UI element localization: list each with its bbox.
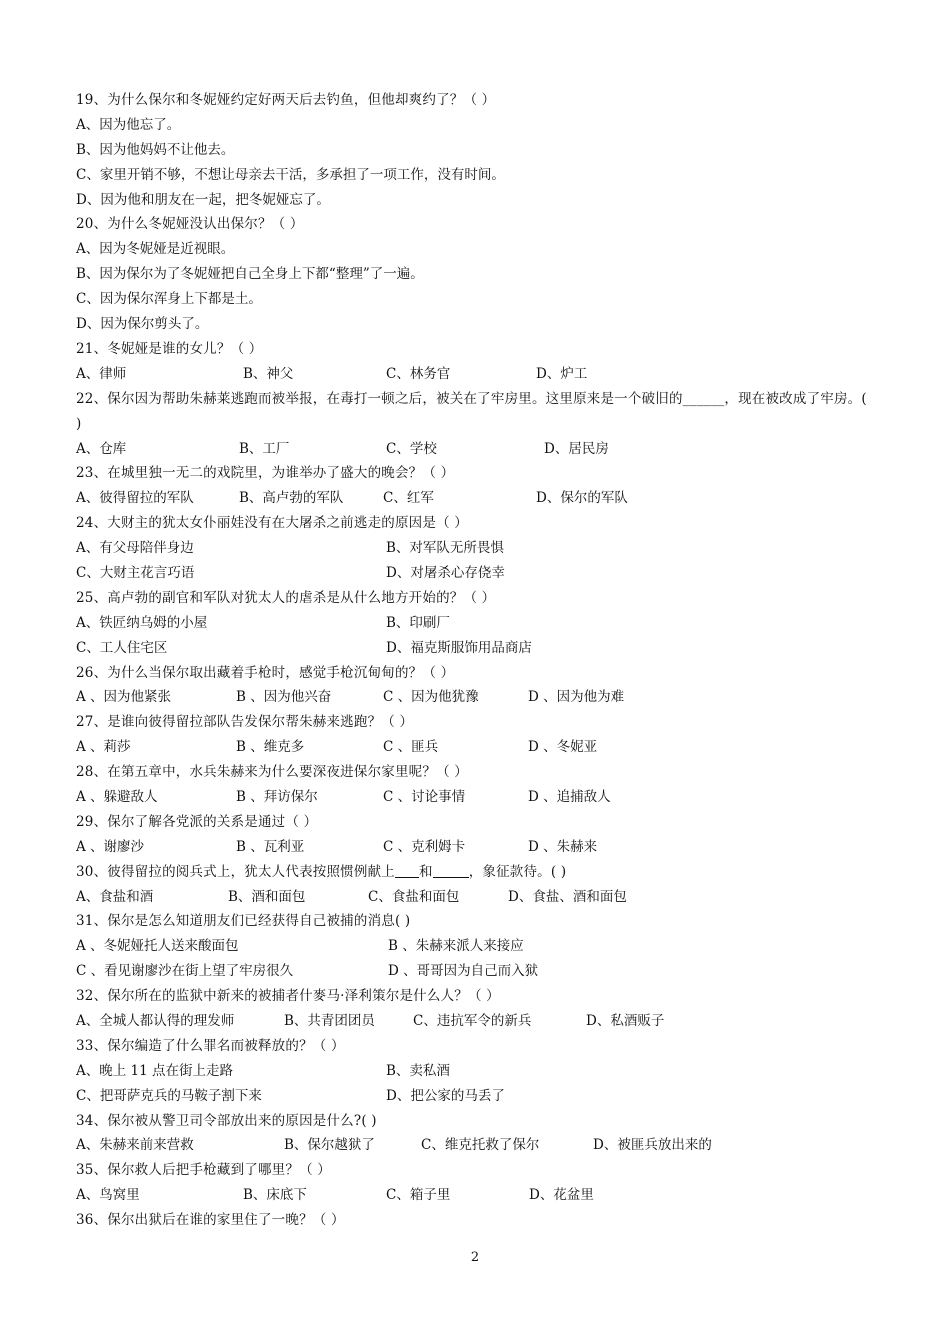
option-b[interactable]: B、对军队无所畏惧 xyxy=(386,540,504,557)
question-text: 26、为什么当保尔取出藏着手枪时，感觉手枪沉甸甸的？（ ） xyxy=(76,664,455,681)
option-a[interactable]: A、食盐和酒 xyxy=(76,888,154,905)
option-c[interactable]: C、把哥萨克兵的马鞍子割下来 xyxy=(76,1087,262,1104)
question-text: 30、彼得留拉的阅兵式上，犹太人代表按照惯例献上 和 ，象征款待。( ) xyxy=(76,863,567,880)
options-row xyxy=(76,1009,876,1034)
option-c[interactable]: C、林务官 xyxy=(386,365,451,382)
option-b[interactable]: B 、因为他兴奋 xyxy=(236,689,332,706)
option-a[interactable]: A 、因为他紧张 xyxy=(76,689,172,706)
option-b[interactable]: B、工厂 xyxy=(239,440,290,457)
option-a[interactable]: A、鸟窝里 xyxy=(76,1187,140,1204)
option-c[interactable]: C、食盐和面包 xyxy=(368,888,460,905)
question-text: 19、为什么保尔和冬妮娅约定好两天后去钓鱼，但他却爽约了？（ ） xyxy=(76,92,496,108)
question-text: 23、在城里独一无二的戏院里，为谁举办了盛大的晚会？（ ） xyxy=(76,465,455,482)
options-row xyxy=(76,636,876,661)
option-d[interactable]: D 、因为他为难 xyxy=(528,689,625,706)
option-a[interactable]: A、因为他忘了。 xyxy=(76,116,181,133)
options-row xyxy=(76,785,876,810)
option-c[interactable]: C、箱子里 xyxy=(386,1187,451,1204)
option-d[interactable]: D、炉工 xyxy=(536,365,588,382)
option-b[interactable]: B、保尔越狱了 xyxy=(284,1137,375,1154)
question-text: 34、保尔被从警卫司令部放出来的原因是什么?( ) xyxy=(76,1112,377,1129)
option-b[interactable]: B、卖私酒 xyxy=(386,1062,450,1079)
option-a[interactable]: A、朱赫来前来营救 xyxy=(76,1137,194,1154)
option-b[interactable]: B、因为他妈妈不让他去。 xyxy=(76,141,235,158)
option-c[interactable]: C、工人住宅区 xyxy=(76,639,168,656)
question-text: 27、是谁向彼得留拉部队告发保尔帮朱赫来逃跑？（ ） xyxy=(76,714,414,731)
option-a[interactable]: A、全城人都认得的理发师 xyxy=(76,1012,235,1029)
question-text: 28、在第五章中，水兵朱赫来为什么要深夜进保尔家里呢？（ ） xyxy=(76,764,468,781)
option-c[interactable]: C、违抗军令的新兵 xyxy=(413,1012,532,1029)
option-b[interactable]: B、神父 xyxy=(243,365,294,382)
options-row xyxy=(76,735,876,760)
option-c[interactable]: C、红军 xyxy=(383,490,434,507)
option-b[interactable]: B 、维克多 xyxy=(236,739,305,756)
option-a[interactable]: A 、莉莎 xyxy=(76,739,131,756)
option-d[interactable]: D、对屠杀心存侥幸 xyxy=(386,564,505,581)
question-text: 35、保尔救人后把手枪藏到了哪里？（ ） xyxy=(76,1162,331,1179)
option-a[interactable]: A、彼得留拉的军队 xyxy=(76,490,194,507)
question-text: 36、保尔出狱后在谁的家里住了一晚？（ ） xyxy=(76,1212,345,1229)
options-row xyxy=(76,1084,876,1109)
options-row xyxy=(76,362,876,387)
option-c[interactable]: C、学校 xyxy=(386,440,437,457)
option-a[interactable]: A 、冬妮娅托人送来酸面包 xyxy=(76,938,239,955)
question-text: 29、保尔了解各党派的关系是通过（ ） xyxy=(76,813,318,830)
option-b[interactable]: B 、朱赫来派人来接应 xyxy=(388,938,524,955)
option-d[interactable]: D、食盐、酒和面包 xyxy=(508,888,627,905)
option-b[interactable]: B、酒和面包 xyxy=(228,888,306,905)
options-row xyxy=(76,561,876,586)
options-row xyxy=(76,1183,876,1208)
option-a[interactable]: A、有父母陪伴身边 xyxy=(76,540,194,557)
option-a[interactable]: A、晚上 11 点在街上走路 xyxy=(76,1062,234,1079)
option-d[interactable]: D、花盆里 xyxy=(529,1187,594,1204)
option-a[interactable]: A 、躲避敌人 xyxy=(76,788,158,805)
option-a[interactable]: A、律师 xyxy=(76,365,127,382)
option-c[interactable]: C 、因为他犹豫 xyxy=(383,689,479,706)
option-a[interactable]: A 、谢廖沙 xyxy=(76,838,145,855)
option-d[interactable]: D、保尔的军队 xyxy=(536,490,628,507)
option-b[interactable]: B、共青团团员 xyxy=(284,1012,375,1029)
option-d[interactable]: D、福克斯服饰用品商店 xyxy=(386,639,532,656)
page-number: 2 xyxy=(470,1250,480,1265)
question-tail: ，象征款待。( ) xyxy=(468,863,567,880)
question-text: 32、保尔所在的监狱中新来的被捕者什麥马·泽利策尔是什么人？（ ） xyxy=(76,988,500,1005)
options-row xyxy=(76,536,876,561)
option-d[interactable]: D 、哥哥因为自己而入狱 xyxy=(388,963,539,980)
option-d[interactable]: D、私酒贩子 xyxy=(586,1012,665,1029)
options-row xyxy=(76,1059,876,1084)
option-c[interactable]: C 、匪兵 xyxy=(383,739,439,756)
option-c[interactable]: C 、克利姆卡 xyxy=(383,838,466,855)
option-d[interactable]: D、居民房 xyxy=(544,440,609,457)
question-text: 33、保尔编造了什么罪名而被释放的？（ ） xyxy=(76,1037,345,1054)
worksheet xyxy=(76,88,876,1233)
option-a[interactable]: A、铁匠纳乌姆的小屋 xyxy=(76,614,208,631)
option-a[interactable]: A、仓库 xyxy=(76,440,127,457)
question-text: 22、保尔因为帮助朱赫莱逃跑而被举报，在毒打一顿之后，被关在了牢房里。这里原来是一个破旧的______，现在被改成了牢房。( ) xyxy=(76,390,867,432)
option-b[interactable]: B、因为保尔为了冬妮娅把自己全身上下都“整理”了一遍。 xyxy=(76,266,424,283)
option-d[interactable]: D 、冬妮亚 xyxy=(528,739,598,756)
option-d[interactable]: D、把公家的马丢了 xyxy=(386,1087,505,1104)
question-text: 24、大财主的犹太女仆丽娃没有在大屠杀之前逃走的原因是（ ） xyxy=(76,515,468,532)
options-row xyxy=(76,835,876,860)
option-b[interactable]: B 、瓦利亚 xyxy=(236,838,305,855)
blank-connector: 和 xyxy=(418,863,433,880)
options-row xyxy=(76,1133,876,1158)
question-text: 21、冬妮娅是谁的女儿？（ ） xyxy=(76,340,263,357)
options-row xyxy=(76,685,876,710)
options-row xyxy=(76,611,876,636)
option-a[interactable]: A、因为冬妮娅是近视眼。 xyxy=(76,241,235,258)
option-d[interactable]: D 、追捕敌人 xyxy=(528,788,611,805)
answer-blank[interactable] xyxy=(395,863,419,878)
option-b[interactable]: B、高卢勃的军队 xyxy=(239,490,344,507)
option-d[interactable]: D、因为他和朋友在一起，把冬妮娅忘了。 xyxy=(76,191,330,208)
answer-blank[interactable] xyxy=(433,863,469,878)
option-d[interactable]: D、因为保尔剪头了。 xyxy=(76,316,209,333)
options-row xyxy=(76,486,876,511)
options-row xyxy=(76,934,876,959)
option-c[interactable]: C、维克托救了保尔 xyxy=(421,1137,540,1154)
question-text: 25、高卢勃的副官和军队对犹太人的虐杀是从什么地方开始的？（ ） xyxy=(76,589,496,606)
option-c[interactable]: C 、看见谢廖沙在街上望了牢房很久 xyxy=(76,963,294,980)
option-c[interactable]: C、家里开销不够，不想让母亲去干活，多承担了一项工作，没有时间。 xyxy=(76,166,505,183)
question-text: 31、保尔是怎么知道朋友们已经获得自己被捕的消息( ) xyxy=(76,913,411,930)
option-b[interactable]: B、床底下 xyxy=(243,1187,307,1204)
option-d[interactable]: D、被匪兵放出来的 xyxy=(593,1137,712,1154)
options-row xyxy=(76,437,876,462)
option-b[interactable]: B 、拜访保尔 xyxy=(236,788,318,805)
option-c[interactable]: C、因为保尔浑身上下都是土。 xyxy=(76,291,262,308)
options-row xyxy=(76,885,876,910)
option-c[interactable]: C 、讨论事情 xyxy=(383,788,466,805)
option-b[interactable]: B、印刷厂 xyxy=(386,614,450,631)
question-text: 20、为什么冬妮娅没认出保尔？（ ） xyxy=(76,216,304,233)
option-d[interactable]: D 、朱赫来 xyxy=(528,838,598,855)
options-row xyxy=(76,959,876,984)
option-c[interactable]: C、大财主花言巧语 xyxy=(76,564,195,581)
